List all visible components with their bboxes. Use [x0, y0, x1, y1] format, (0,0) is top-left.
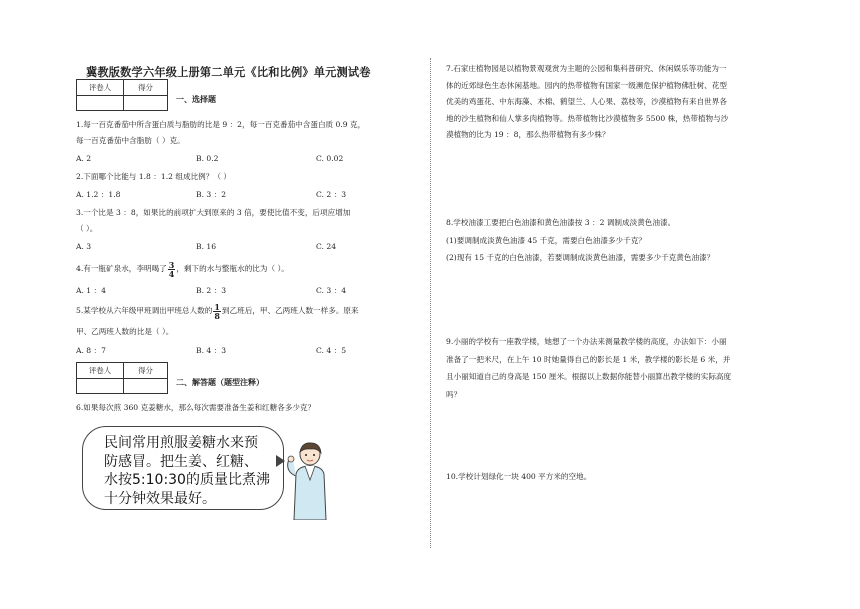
question-3-text: 3.一个比是 3 ：8，如果比的前项扩大到原来的 3 倍，要使比值不变，后项应增加 — [76, 208, 351, 217]
question-5-pre: 5.某学校从六年级甲班调出甲班总人数的 — [76, 306, 213, 315]
fraction-denominator: 4 — [168, 268, 175, 279]
question-8-text — [446, 214, 714, 267]
question-5-post: 到乙班后，甲、乙两班人数一样多。原来 — [221, 306, 359, 315]
question-8-line: 8.学校油漆工要把白色油漆和黄色油漆按 3 ：2 调制成淡黄色油漆。 — [446, 218, 676, 227]
option-c: C. 24 — [316, 242, 337, 251]
bubble-line: 民间常用煎服姜糖水来预 — [104, 435, 258, 451]
option-a: A. 1 ：4 — [76, 286, 106, 295]
page-title: 冀教版数学六年级上册第二单元《比和比例》单元测试卷 — [86, 66, 371, 79]
column-divider — [430, 58, 431, 548]
question-4-pre: 4.有一瓶矿泉水，李明喝了 — [76, 264, 167, 273]
question-7-line: 优美的鸡蛋花、中东海藻、木棉、鹤望兰、人心果、荔枝等，沙漠植物有来自世界各 — [446, 97, 727, 107]
option-a: A. 3 — [76, 242, 92, 251]
question-5-text-2: 甲、乙两班人数的比是（ ）。 — [76, 327, 174, 336]
option-c: C. 2 ：3 — [316, 190, 347, 199]
question-7-line: 体的近郊绿色生态休闲基地。园内的热带植物有国家一级濒危保护植物佛肚树、花型 — [446, 80, 727, 90]
question-7-line: 7.石家庄植物园是以植物景观观赏为主题的公园和集科普研究、休闲娱乐等功能为一 — [446, 64, 727, 73]
question-7-text — [446, 61, 728, 144]
grader-label: 评卷人 — [77, 80, 124, 96]
question-7-line: 漠植物的比为 19 ：8，那么热带植物有多少株？ — [446, 130, 610, 140]
grader-label: 评卷人 — [77, 363, 124, 379]
fraction — [213, 303, 221, 320]
fraction — [168, 261, 176, 278]
question-1-text-2: 每一百克番茄中含脂肪（ ）克。 — [76, 136, 185, 145]
question-7-line: 地的沙生植物和仙人掌多肉植物等。热带植物比沙漠植物多 5500 株，热带植物与沙 — [446, 113, 729, 123]
section-heading-choice: 一、选择题 — [176, 95, 216, 104]
option-a: A. 1.2 ：1.8 — [76, 190, 121, 199]
question-4-text — [76, 258, 289, 280]
fraction-denominator: 8 — [214, 310, 220, 321]
option-b: B. 0.2 — [196, 154, 219, 163]
question-9-line: 9.小丽的学校有一座教学楼，她想了一个办法来测量教学楼的高度，办法如下：小丽 — [446, 337, 727, 346]
question-6-text: 6.如果每次煎 360 克姜糖水，那么每次需要准备生姜和红糖各多少克？ — [76, 403, 316, 412]
score-table — [76, 362, 168, 394]
grader-cell — [77, 379, 124, 394]
question-9-line: 吗？ — [446, 389, 462, 399]
question-3-text-2: （ ）。 — [76, 224, 98, 233]
question-9-line: 准备了一把米尺，在上午 10 时她量得自己的影长是 1 米，教学楼的影长是 6 米，并 — [446, 354, 731, 364]
score-cell — [124, 96, 168, 111]
question-10-text: 10.学校计划绿化一块 400 平方米的空地。 — [446, 472, 592, 481]
option-a: A. 2 — [76, 154, 92, 163]
question-1-text: 1.每一百克番茄中所含蛋白质与脂肪的比是 9 ：2，每一百克番茄中含蛋白质 0.9 克， — [76, 120, 366, 129]
score-label: 得分 — [124, 363, 168, 379]
option-b: B. 2 ：3 — [196, 286, 227, 295]
score-table — [76, 79, 168, 111]
question-5-text — [76, 300, 359, 322]
question-9-text — [446, 333, 731, 403]
question-9-line: 且小丽知道自己的身高是 150 厘米。根据以上数据你能替小丽算出教学楼的实际高度 — [446, 372, 732, 381]
question-8-line: (2)现有 15 千克的白色油漆，若要调制成淡黄色油漆，需要多少千克黄色油漆？ — [446, 253, 715, 262]
option-c: C. 4 ：5 — [316, 346, 347, 355]
speech-bubble-text — [104, 434, 270, 508]
option-a: A. 8 ：7 — [76, 346, 106, 355]
option-c: C. 3 ：4 — [316, 286, 347, 295]
bubble-line: 水按5:10:30的质量比煮沸 — [104, 472, 270, 488]
question-8-line: (1)要调制成淡黄色油漆 45 千克，需要白色油漆多少千克？ — [446, 235, 646, 245]
fraction-numerator: 3 — [168, 259, 175, 270]
question-4-post: ，剩下的水与整瓶水的比为（ ）。 — [176, 264, 289, 273]
option-c: C. 0.02 — [316, 154, 344, 163]
score-label: 得分 — [124, 80, 168, 96]
teacher-illustration — [284, 440, 340, 520]
bubble-line: 十分钟效果最好。 — [104, 490, 216, 507]
bubble-line: 防感冒。把生姜、红糖、 — [104, 453, 258, 470]
section-heading-answer: 二、解答题（题型注释） — [176, 378, 264, 387]
option-b: B. 16 — [196, 242, 217, 251]
fraction-numerator: 1 — [214, 301, 220, 312]
score-cell — [124, 379, 168, 394]
option-b: B. 4 ：3 — [196, 346, 227, 355]
grader-cell — [77, 96, 124, 111]
option-b: B. 3 ：2 — [196, 190, 227, 199]
question-2-text: 2.下面哪个比能与 1.8 ：1.2 组成比例？（ ） — [76, 172, 231, 181]
